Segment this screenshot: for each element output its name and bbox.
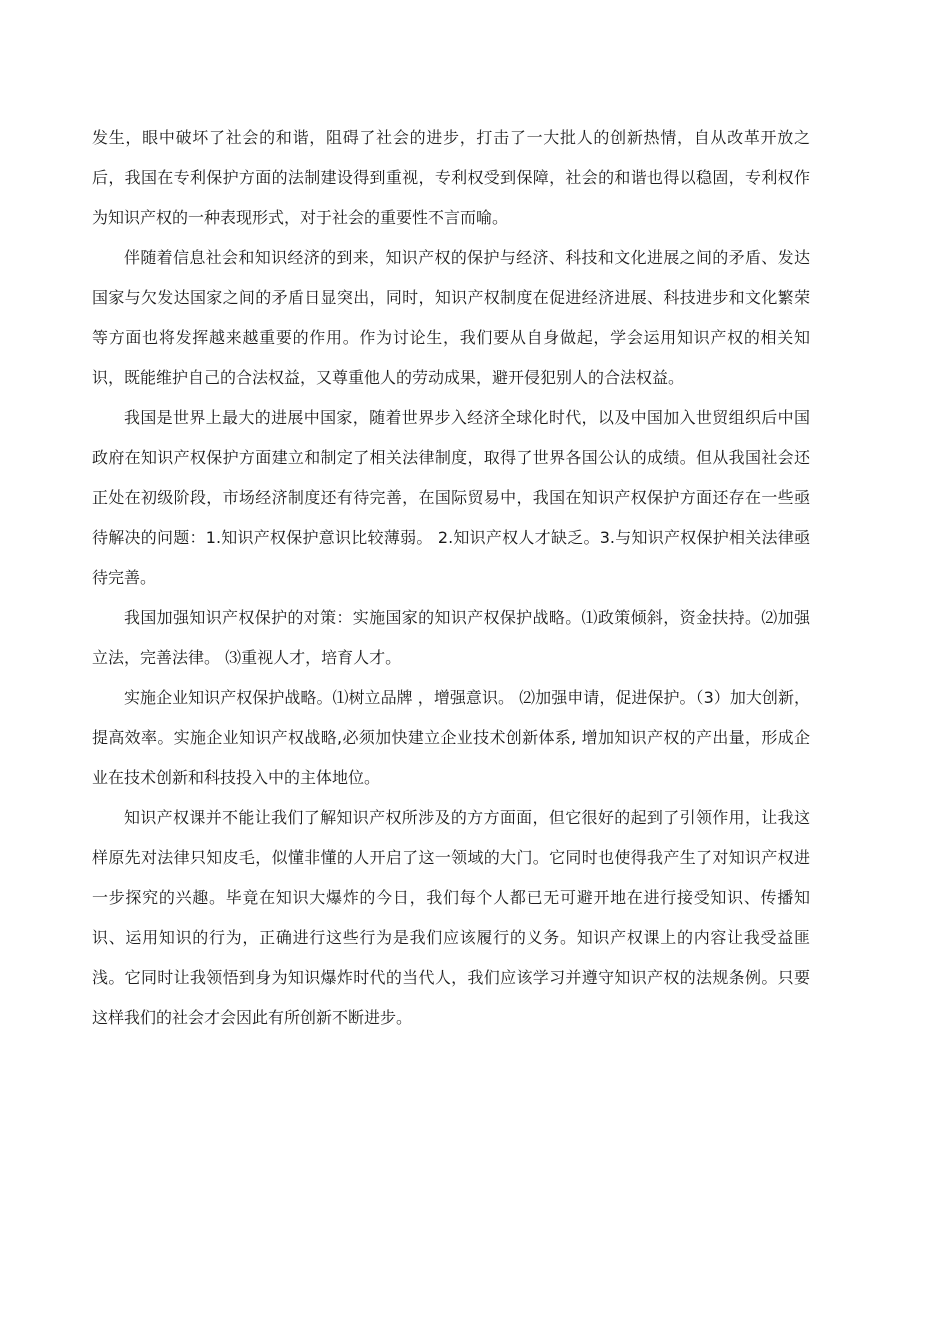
paragraph-6: 知识产权课并不能让我们了解知识产权所涉及的方方面面，但它很好的起到了引领作用，让我这样原先对法律只知皮毛，似懂非懂的人开启了这一领域的大门。它同时也使得我产生了对知识产权进一步探究的兴趣。毕竟在知识大爆炸的今日，我们每个人都已无可避开地在进行接受知识、传播知识、运用知识的行为，正确进行这些行为是我们应该履行的义务。知识产权课上的内容让我受益匪浅。它同时让我领悟到身为知识爆炸时代的当代人，我们应该学习并遵守知识产权的法规条例。只要这样我们的社会才会因此有所创新不断进步。 — [92, 808, 810, 1027]
paragraph-5: 实施企业知识产权保护战略。⑴树立品牌 ，增强意识。 ⑵加强申请，促进保护。（3）加大创新，提高效率。实施企业知识产权战略,必须加快建立企业技术创新体系, 增加知识产权的产出量，形成企业在技术创新和科技投入中的主体地位。 — [92, 688, 810, 787]
document-page — [92, 118, 810, 1038]
paragraph-3: 我国是世界上最大的进展中国家，随着世界步入经济全球化时代，以及中国加入世贸组织后中国政府在知识产权保护方面建立和制定了相关法律制度，取得了世界各国公认的成绩。但从我国社会还正处在初级阶段，市场经济制度还有待完善，在国际贸易中，我国在知识产权保护方面还存在一些亟待解决的问题：1.知识产权保护意识比较薄弱。 2.知识产权人才缺乏。3.与知识产权保护相关法律亟待完善。 — [92, 408, 810, 587]
paragraph-4: 我国加强知识产权保护的对策：实施国家的知识产权保护战略。⑴政策倾斜，资金扶持。⑵加强立法，完善法律。 ⑶重视人才，培育人才。 — [92, 608, 810, 667]
paragraph-2: 伴随着信息社会和知识经济的到来，知识产权的保护与经济、科技和文化进展之间的矛盾、发达国家与欠发达国家之间的矛盾日显突出，同时，知识产权制度在促进经济进展、科技进步和文化繁荣等方面也将发挥越来越重要的作用。作为讨论生，我们要从自身做起，学会运用知识产权的相关知识，既能维护自己的合法权益，又尊重他人的劳动成果，避开侵犯别人的合法权益。 — [92, 248, 810, 387]
paragraph-1: 发生，眼中破坏了社会的和谐，阻碍了社会的进步，打击了一大批人的创新热情，自从改革开放之后，我国在专利保护方面的法制建设得到重视，专利权受到保障，社会的和谐也得以稳固，专利权作为知识产权的一种表现形式，对于社会的重要性不言而喻。 — [92, 128, 810, 227]
